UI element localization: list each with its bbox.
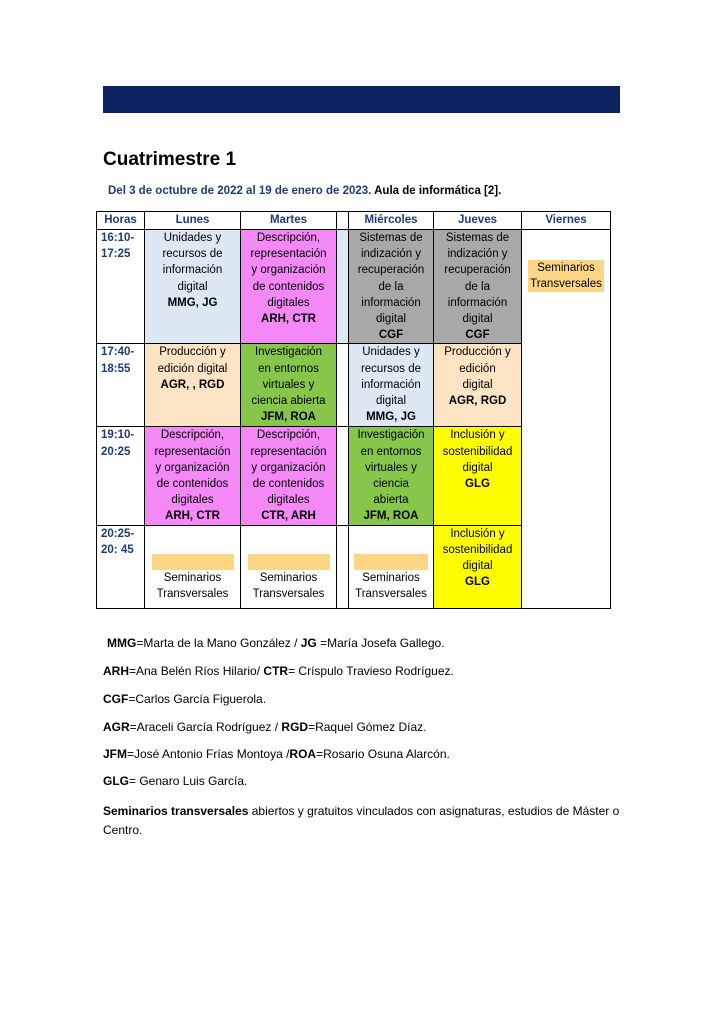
course-line: y organización [155, 461, 230, 474]
course-line: de contenidos [252, 478, 325, 491]
course-line: digital [462, 313, 493, 326]
header-row [97, 212, 611, 230]
course-line: de la [378, 280, 404, 293]
course-line: digital [375, 313, 407, 326]
course-line: de contenidos [156, 478, 229, 491]
time-slot [97, 230, 145, 344]
course-line: sostenibilidad [442, 543, 513, 556]
seminar-line: Transversales [530, 278, 602, 291]
legend-text: =Rosario Osuna Alarcón. [316, 747, 450, 761]
course-line: edición [459, 362, 496, 375]
legend-code: GLG [103, 774, 129, 788]
legend-code: ROA [289, 747, 317, 761]
table-row [97, 230, 611, 344]
professor-codes: AGR, , RGD [160, 378, 225, 391]
course-line: Inclusión y [450, 429, 505, 442]
header-miercoles: Miércoles [349, 212, 434, 230]
professor-codes: GLG [465, 478, 490, 491]
professor-codes: JFM, ROA [363, 510, 419, 523]
course-line: ciencia [373, 478, 409, 491]
legend-text: = Críspulo Travieso Rodríguez. [288, 664, 454, 678]
gap-column [337, 427, 349, 525]
date-range: Del 3 de octubre de 2022 al 19 de enero de 2023 [108, 185, 369, 197]
legend-text: = Genaro Luis García. [129, 774, 248, 788]
header-lunes: Lunes [145, 212, 241, 230]
footnote-line1: abiertos y gratuitos vinculados con asignaturas, estudios de Máster o [248, 804, 620, 818]
course-line: Descripción, [160, 429, 225, 442]
legend-text: =José Antonio Frías Montoya / [127, 747, 290, 761]
header-jueves: Jueves [434, 212, 522, 230]
legend-code: CTR [263, 664, 289, 678]
professor-codes: CGF [465, 329, 490, 342]
professor-codes: MMG, JG [366, 411, 416, 424]
cell-martes [241, 427, 337, 525]
legend-code: MMG [107, 636, 137, 650]
course-line: información [162, 264, 223, 277]
course-line: y organización [251, 461, 326, 474]
course-line: Unidades y [163, 232, 222, 244]
course-line: Sistemas de [359, 232, 423, 244]
course-line: virtuales y [262, 378, 315, 391]
course-line: Sistemas de [445, 232, 510, 244]
legend-item [107, 636, 445, 650]
legend-text: =María Josefa Gallego. [316, 636, 445, 650]
legend-text: =Carlos García Figuerola. [128, 692, 267, 706]
course-line: información [447, 296, 508, 309]
time-line: 20: 45 [101, 543, 134, 556]
header-banner: CURSO ACADÉMICO 2022-2023-HORARIOS [103, 86, 620, 113]
time-line: 20:25 [101, 445, 131, 458]
course-line: digitales [267, 494, 310, 507]
professor-codes: JFM, ROA [261, 411, 316, 424]
professor-codes: CGF [378, 329, 404, 342]
seminar-band [354, 554, 428, 570]
viernes-seminar [528, 260, 604, 292]
header-horas: Horas [97, 212, 145, 230]
course-line: Producción y [159, 346, 226, 359]
course-line: representación [154, 445, 231, 458]
footnote-line2: Centro. [103, 823, 143, 837]
page-title: Cuatrimestre 1 [103, 149, 237, 170]
course-line: Transversales [156, 587, 229, 600]
cell-jueves [434, 427, 522, 525]
course-line: digital [462, 560, 493, 573]
course-line: en entornos [360, 445, 422, 458]
gap-column [337, 525, 349, 608]
cell-miercoles [349, 525, 434, 608]
course-line: digital [177, 280, 208, 293]
header-viernes: Viernes [522, 212, 611, 230]
footnote-bold: Seminarios transversales [103, 804, 249, 818]
cell-martes [241, 230, 337, 344]
footnote [103, 802, 619, 840]
cell-lunes [145, 525, 241, 608]
professor-codes: MMG, JG [167, 296, 218, 309]
course-line: edición digital [157, 362, 228, 375]
course-line: de la [465, 280, 490, 293]
seminar-band [152, 554, 234, 570]
course-line: recuperación [444, 264, 511, 277]
time-line: 18:55 [101, 362, 131, 375]
date-subtitle [108, 185, 501, 197]
legend-text: =Raquel Gómez Díaz. [308, 720, 427, 734]
cell-lunes [145, 230, 241, 344]
course-line: digital [375, 395, 407, 408]
legend-item [103, 692, 266, 706]
time-line: 16:10- [101, 232, 135, 244]
course-line: Transversales [252, 587, 325, 600]
course-line: Seminarios [163, 571, 222, 584]
subtitle-separator: . [368, 185, 375, 197]
professor-codes: ARH, CTR [165, 510, 220, 523]
legend-text: =Araceli García Rodríguez / [129, 720, 282, 734]
course-line: recuperación [357, 264, 425, 277]
time-slot [97, 344, 145, 427]
course-line: Descripción, [256, 232, 321, 244]
header-gap [337, 212, 349, 230]
cell-miercoles [349, 230, 434, 344]
course-line: información [361, 378, 421, 391]
course-line: indización y [447, 248, 508, 261]
cell-miercoles [349, 344, 434, 427]
legend-code: CGF [103, 692, 129, 706]
course-line: Investigación [254, 346, 323, 359]
course-line: digital [462, 378, 493, 391]
time-slot [97, 525, 145, 608]
legend-item [103, 774, 247, 788]
legend-code: AGR [103, 720, 130, 734]
course-line: información [361, 296, 421, 309]
legend-code: JFM [103, 747, 127, 761]
time-line: 19:10- [101, 429, 135, 442]
legend-item [103, 664, 454, 678]
course-line: digitales [171, 494, 214, 507]
course-line: indización y [360, 248, 422, 261]
course-line: Transversales [355, 587, 427, 600]
course-line: digital [462, 461, 493, 474]
legend-item [103, 720, 426, 734]
course-line: Inclusión y [450, 527, 505, 540]
professor-codes: ARH, CTR [261, 313, 316, 326]
subtitle-end: . [498, 185, 502, 197]
time-slot [97, 427, 145, 525]
course-line: recursos de [162, 248, 223, 261]
seminar-band [248, 554, 330, 570]
legend-text: =Marta de la Mano González / [136, 636, 301, 650]
legend-text: =Ana Belén Ríos Hilario/ [129, 664, 264, 678]
course-line: recursos de [360, 362, 422, 375]
course-line: representación [250, 445, 327, 458]
cell-jueves [434, 525, 522, 608]
cell-jueves [434, 230, 522, 344]
gap-column [337, 230, 349, 344]
cell-martes [241, 525, 337, 608]
seminar-line: Seminarios [537, 262, 595, 274]
legend-code: ARH [103, 664, 129, 678]
professor-codes: AGR, RGD [448, 395, 507, 408]
gap-column [337, 344, 349, 427]
cell-lunes [145, 344, 241, 427]
professor-codes: CTR, ARH [261, 510, 316, 523]
course-line: Descripción, [256, 429, 321, 442]
course-line: Investigación [357, 429, 425, 442]
cell-jueves [434, 344, 522, 427]
course-line: y organización [251, 264, 326, 277]
time-line: 20:25- [101, 527, 135, 540]
course-line: Unidades y [362, 346, 420, 359]
time-line: 17:25 [101, 248, 131, 261]
cell-miercoles [349, 427, 434, 525]
course-line: sostenibilidad [442, 445, 513, 458]
course-line: Seminarios [259, 571, 318, 584]
professor-codes: GLG [465, 576, 490, 589]
schedule-table [96, 211, 611, 609]
legend-item [103, 747, 450, 761]
cell-martes [241, 344, 337, 427]
course-line: Producción y [444, 346, 511, 359]
time-line: 17:40- [101, 346, 135, 359]
course-line: Seminarios [362, 571, 420, 584]
header-martes: Martes [241, 212, 337, 230]
legend-code: JG [300, 636, 317, 650]
course-line: digitales [267, 296, 310, 309]
course-line: en entornos [258, 362, 319, 375]
legend-code: RGD [281, 720, 309, 734]
course-line: abierta [373, 494, 409, 507]
course-line: de contenidos [252, 280, 325, 293]
cell-viernes [522, 230, 611, 609]
course-line: ciencia abierta [251, 395, 326, 408]
classroom: Aula de informática [2] [374, 185, 499, 197]
course-line: virtuales y [365, 461, 417, 474]
cell-lunes [145, 427, 241, 525]
course-line: representación [250, 248, 327, 261]
